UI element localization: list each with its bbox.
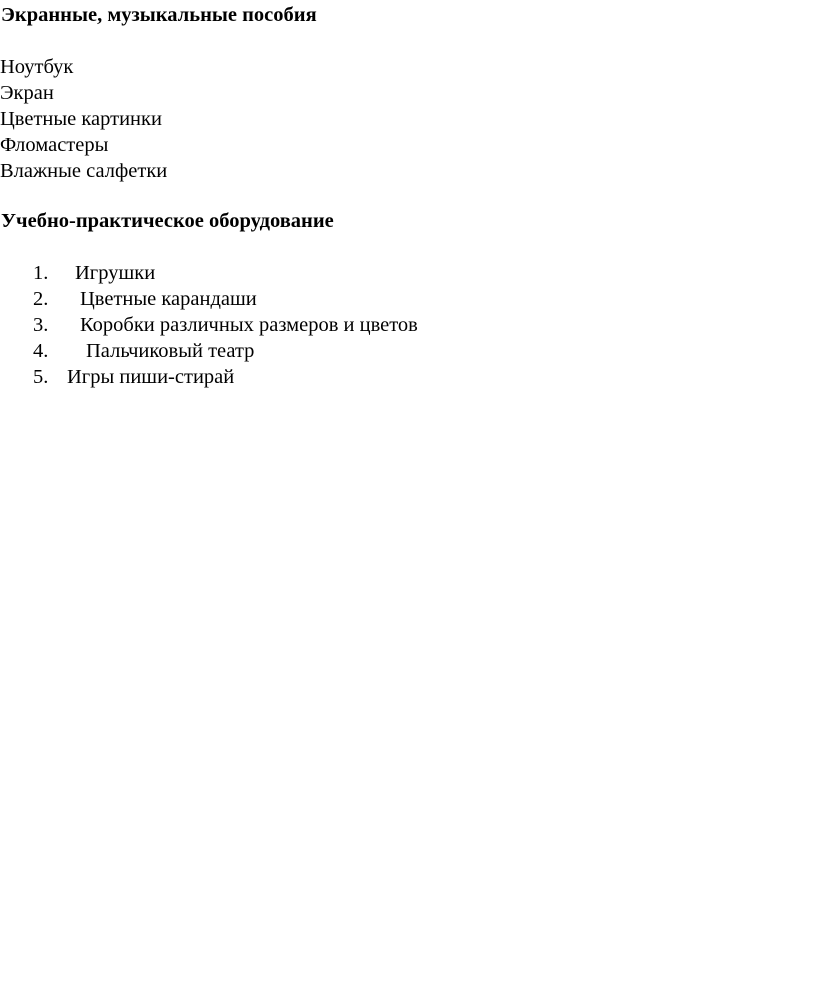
section-heading-training-equipment: Учебно-практическое оборудование bbox=[1, 210, 334, 232]
list-item-text: Коробки различных размеров и цветов bbox=[80, 314, 418, 336]
list-item-text: Пальчиковый театр bbox=[86, 340, 255, 362]
list-item-text: Игры пиши-стирай bbox=[67, 366, 235, 388]
list-number: 3. bbox=[33, 314, 49, 336]
list-item-text: Игрушки bbox=[75, 262, 156, 284]
list-item-text: Цветные карандаши bbox=[80, 288, 257, 310]
screen-music-aids-list bbox=[0, 54, 167, 184]
list-number: 5. bbox=[33, 366, 49, 388]
list-number: 2. bbox=[33, 288, 49, 310]
list-number: 1. bbox=[33, 262, 49, 284]
list-item: Влажные салфетки bbox=[0, 160, 168, 182]
list-number: 4. bbox=[33, 340, 49, 362]
list-item: Ноутбук bbox=[0, 56, 74, 78]
list-item: Экран bbox=[0, 82, 54, 104]
list-item: Цветные картинки bbox=[0, 108, 162, 130]
section-heading-screen-music-aids: Экранные, музыкальные пособия bbox=[1, 4, 317, 26]
list-item: Фломастеры bbox=[0, 134, 109, 156]
